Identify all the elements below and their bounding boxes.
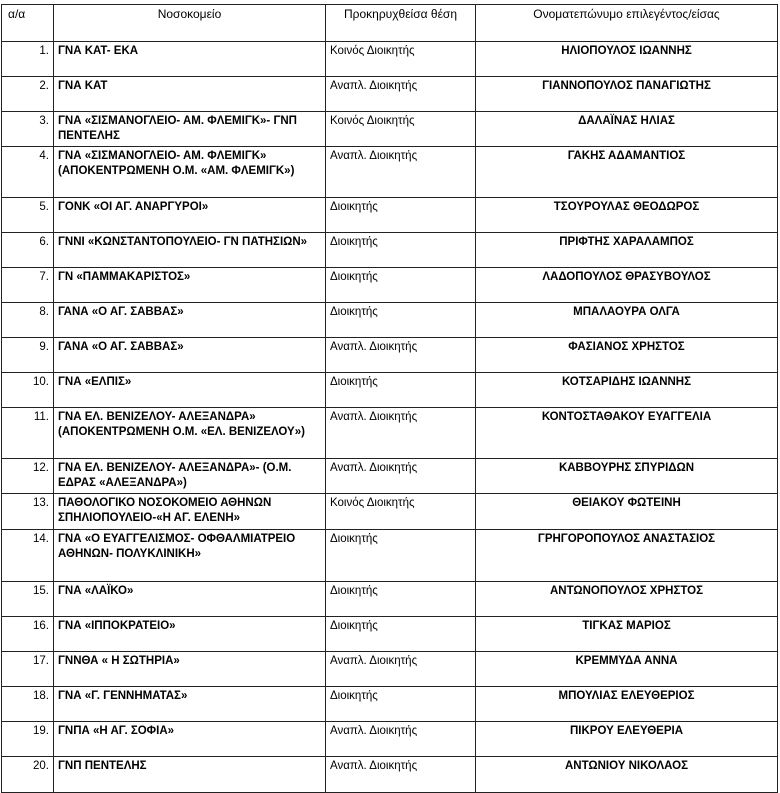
cell-name: ΚΟΝΤΟΣΤΑΘΑΚΟΥ ΕΥΑΓΓΕΛΙΑ (476, 408, 778, 459)
cell-aa: 15. (2, 582, 54, 617)
cell-aa: 18. (2, 687, 54, 722)
cell-name: ΠΡΙΦΤΗΣ ΧΑΡΑΛΑΜΠΟΣ (476, 233, 778, 268)
cell-position: Διοικητής (326, 268, 476, 303)
cell-name: ΜΠΟΥΛΙΑΣ ΕΛΕΥΘΕΡΙΟΣ (476, 687, 778, 722)
header-hospital: Νοσοκομείο (54, 5, 326, 42)
cell-position: Αναπλ. Διοικητής (326, 77, 476, 112)
cell-hospital: ΓΝΑ ΕΛ. ΒΕΝΙΖΕΛΟΥ- ΑΛΕΞΑΝΔΡΑ» (ΑΠΟΚΕΝΤΡΩΜΕΝΗ Ο.Μ. «ΕΛ. ΒΕΝΙΖΕΛΟΥ») (54, 408, 326, 459)
cell-aa: 14. (2, 530, 54, 582)
cell-aa: 12. (2, 459, 54, 494)
cell-aa: 20. (2, 757, 54, 793)
cell-hospital: ΓΝΑ «Γ. ΓΕΝΝΗΜΑΤΑΣ» (54, 687, 326, 722)
table-row (2, 757, 778, 793)
cell-aa: 11. (2, 408, 54, 459)
cell-hospital: ΓΟΝΚ «ΟΙ ΑΓ. ΑΝΑΡΓΥΡΟΙ» (54, 198, 326, 233)
cell-aa: 10. (2, 373, 54, 408)
table-row (2, 373, 778, 408)
cell-aa: 5. (2, 198, 54, 233)
table-row (2, 530, 778, 582)
header-name: Ονοματεπώνυμο επιλεγέντος/είσας (476, 5, 778, 42)
cell-name: ΚΟΤΣΑΡΙΔΗΣ ΙΩΑΝΝΗΣ (476, 373, 778, 408)
cell-position: Διοικητής (326, 617, 476, 652)
cell-name: ΓΡΗΓΟΡΟΠΟΥΛΟΣ ΑΝΑΣΤΑΣΙΟΣ (476, 530, 778, 582)
cell-position: Κοινός Διοικητής (326, 494, 476, 530)
cell-position: Αναπλ. Διοικητής (326, 408, 476, 459)
cell-name: ΤΣΟΥΡΟΥΛΑΣ ΘΕΟΔΩΡΟΣ (476, 198, 778, 233)
cell-aa: 17. (2, 652, 54, 687)
table-row (2, 652, 778, 687)
table-row (2, 408, 778, 459)
table-row (2, 338, 778, 373)
cell-name: ΑΝΤΩΝΙΟΥ ΝΙΚΟΛΑΟΣ (476, 757, 778, 793)
cell-name: ΠΙΚΡΟΥ ΕΛΕΥΘΕΡΙΑ (476, 722, 778, 757)
cell-aa: 2. (2, 77, 54, 112)
cell-position: Αναπλ. Διοικητής (326, 147, 476, 198)
cell-hospital: ΓΝΝΙ «ΚΩΝΣΤΑΝΤΟΠΟΥΛΕΙΟ- ΓΝ ΠΑΤΗΣΙΩΝ» (54, 233, 326, 268)
cell-aa: 13. (2, 494, 54, 530)
cell-name: ΓΑΚΗΣ ΑΔΑΜΑΝΤΙΟΣ (476, 147, 778, 198)
cell-hospital: ΓΑΝΑ «Ο ΑΓ. ΣΑΒΒΑΣ» (54, 303, 326, 338)
header-position: Προκηρυχθείσα θέση (326, 5, 476, 42)
cell-name: ΛΑΔΟΠΟΥΛΟΣ ΘΡΑΣΥΒΟΥΛΟΣ (476, 268, 778, 303)
cell-position: Διοικητής (326, 530, 476, 582)
cell-position: Αναπλ. Διοικητής (326, 459, 476, 494)
table-row (2, 77, 778, 112)
table-row (2, 494, 778, 530)
cell-aa: 3. (2, 112, 54, 147)
cell-position: Αναπλ. Διοικητής (326, 722, 476, 757)
cell-aa: 9. (2, 338, 54, 373)
table-row (2, 233, 778, 268)
cell-name: ΔΑΛΑΪΝΑΣ ΗΛΙΑΣ (476, 112, 778, 147)
cell-aa: 1. (2, 42, 54, 77)
table-row (2, 687, 778, 722)
cell-position: Διοικητής (326, 198, 476, 233)
cell-position: Διοικητής (326, 233, 476, 268)
cell-aa: 19. (2, 722, 54, 757)
table-row (2, 617, 778, 652)
table-row (2, 42, 778, 77)
cell-position: Αναπλ. Διοικητής (326, 757, 476, 793)
cell-position: Αναπλ. Διοικητής (326, 652, 476, 687)
cell-hospital: ΓΝΑ «Ο ΕΥΑΓΓΕΛΙΣΜΟΣ- ΟΦΘΑΛΜΙΑΤΡΕΙΟ ΑΘΗΝΩΝ- ΠΟΛΥΚΛΙΝΙΚΗ» (54, 530, 326, 582)
header-aa: α/α (2, 5, 54, 42)
table-row (2, 112, 778, 147)
appointments-table (1, 4, 778, 793)
cell-name: ΑΝΤΩΝΟΠΟΥΛΟΣ ΧΡΗΣΤΟΣ (476, 582, 778, 617)
cell-position: Διοικητής (326, 303, 476, 338)
cell-hospital: ΓΝΠΑ «Η ΑΓ. ΣΟΦΙΑ» (54, 722, 326, 757)
table-row (2, 198, 778, 233)
cell-name: ΤΙΓΚΑΣ ΜΑΡΙΟΣ (476, 617, 778, 652)
cell-hospital: ΓΝΑ «ΣΙΣΜΑΝΟΓΛΕΙΟ- ΑΜ. ΦΛΕΜΙΓΚ» (ΑΠΟΚΕΝΤΡΩΜΕΝΗ Ο.Μ. «ΑΜ. ΦΛΕΜΙΓΚ») (54, 147, 326, 198)
cell-position: Διοικητής (326, 582, 476, 617)
cell-aa: 8. (2, 303, 54, 338)
cell-aa: 7. (2, 268, 54, 303)
cell-aa: 4. (2, 147, 54, 198)
cell-hospital: ΓΝΑ «ΣΙΣΜΑΝΟΓΛΕΙΟ- ΑΜ. ΦΛΕΜΙΓΚ»- ΓΝΠ ΠΕΝΤΕΛΗΣ (54, 112, 326, 147)
cell-name: ΓΙΑΝΝΟΠΟΥΛΟΣ ΠΑΝΑΓΙΩΤΗΣ (476, 77, 778, 112)
cell-hospital: ΠΑΘΟΛΟΓΙΚΟ ΝΟΣΟΚΟΜΕΙΟ ΑΘΗΝΩΝ ΣΠΗΛΙΟΠΟΥΛΕΙΟ-«Η ΑΓ. ΕΛΕΝΗ» (54, 494, 326, 530)
cell-name: ΜΠΑΛΑΟΥΡΑ ΟΛΓΑ (476, 303, 778, 338)
table-header-row (2, 5, 778, 42)
cell-aa: 6. (2, 233, 54, 268)
cell-aa: 16. (2, 617, 54, 652)
table-row (2, 303, 778, 338)
table-row (2, 722, 778, 757)
table-body (2, 42, 778, 793)
cell-position: Αναπλ. Διοικητής (326, 338, 476, 373)
cell-position: Διοικητής (326, 373, 476, 408)
table-row (2, 268, 778, 303)
cell-position: Διοικητής (326, 687, 476, 722)
cell-hospital: ΓΝΠ ΠΕΝΤΕΛΗΣ (54, 757, 326, 793)
cell-name: ΚΡΕΜΜΥΔΑ ΑΝΝΑ (476, 652, 778, 687)
cell-hospital: ΓΝΑ ΕΛ. ΒΕΝΙΖΕΛΟΥ- ΑΛΕΞΑΝΔΡΑ»- (Ο.Μ. ΕΔΡΑΣ «ΑΛΕΞΑΝΔΡΑ») (54, 459, 326, 494)
table-row (2, 147, 778, 198)
cell-name: ΚΑΒΒΟΥΡΗΣ ΣΠΥΡΙΔΩΝ (476, 459, 778, 494)
cell-hospital: ΓΑΝΑ «Ο ΑΓ. ΣΑΒΒΑΣ» (54, 338, 326, 373)
cell-name: ΦΑΣΙΑΝΟΣ ΧΡΗΣΤΟΣ (476, 338, 778, 373)
cell-name: ΘΕΙΑΚΟΥ ΦΩΤΕΙΝΗ (476, 494, 778, 530)
cell-hospital: ΓΝΑ «ΛΑΪΚΟ» (54, 582, 326, 617)
cell-hospital: ΓΝΑ «ΙΠΠΟΚΡΑΤΕΙΟ» (54, 617, 326, 652)
table-row (2, 582, 778, 617)
cell-hospital: ΓΝ «ΠΑΜΜΑΚΑΡΙΣΤΟΣ» (54, 268, 326, 303)
cell-hospital: ΓΝΝΘΑ « Η ΣΩΤΗΡΙΑ» (54, 652, 326, 687)
cell-position: Κοινός Διοικητής (326, 112, 476, 147)
cell-hospital: ΓΝΑ «ΕΛΠΙΣ» (54, 373, 326, 408)
cell-name: ΗΛΙΟΠΟΥΛΟΣ ΙΩΑΝΝΗΣ (476, 42, 778, 77)
cell-hospital: ΓΝΑ ΚΑΤ (54, 77, 326, 112)
cell-hospital: ΓΝΑ ΚΑΤ- ΕΚΑ (54, 42, 326, 77)
cell-position: Κοινός Διοικητής (326, 42, 476, 77)
table-row (2, 459, 778, 494)
